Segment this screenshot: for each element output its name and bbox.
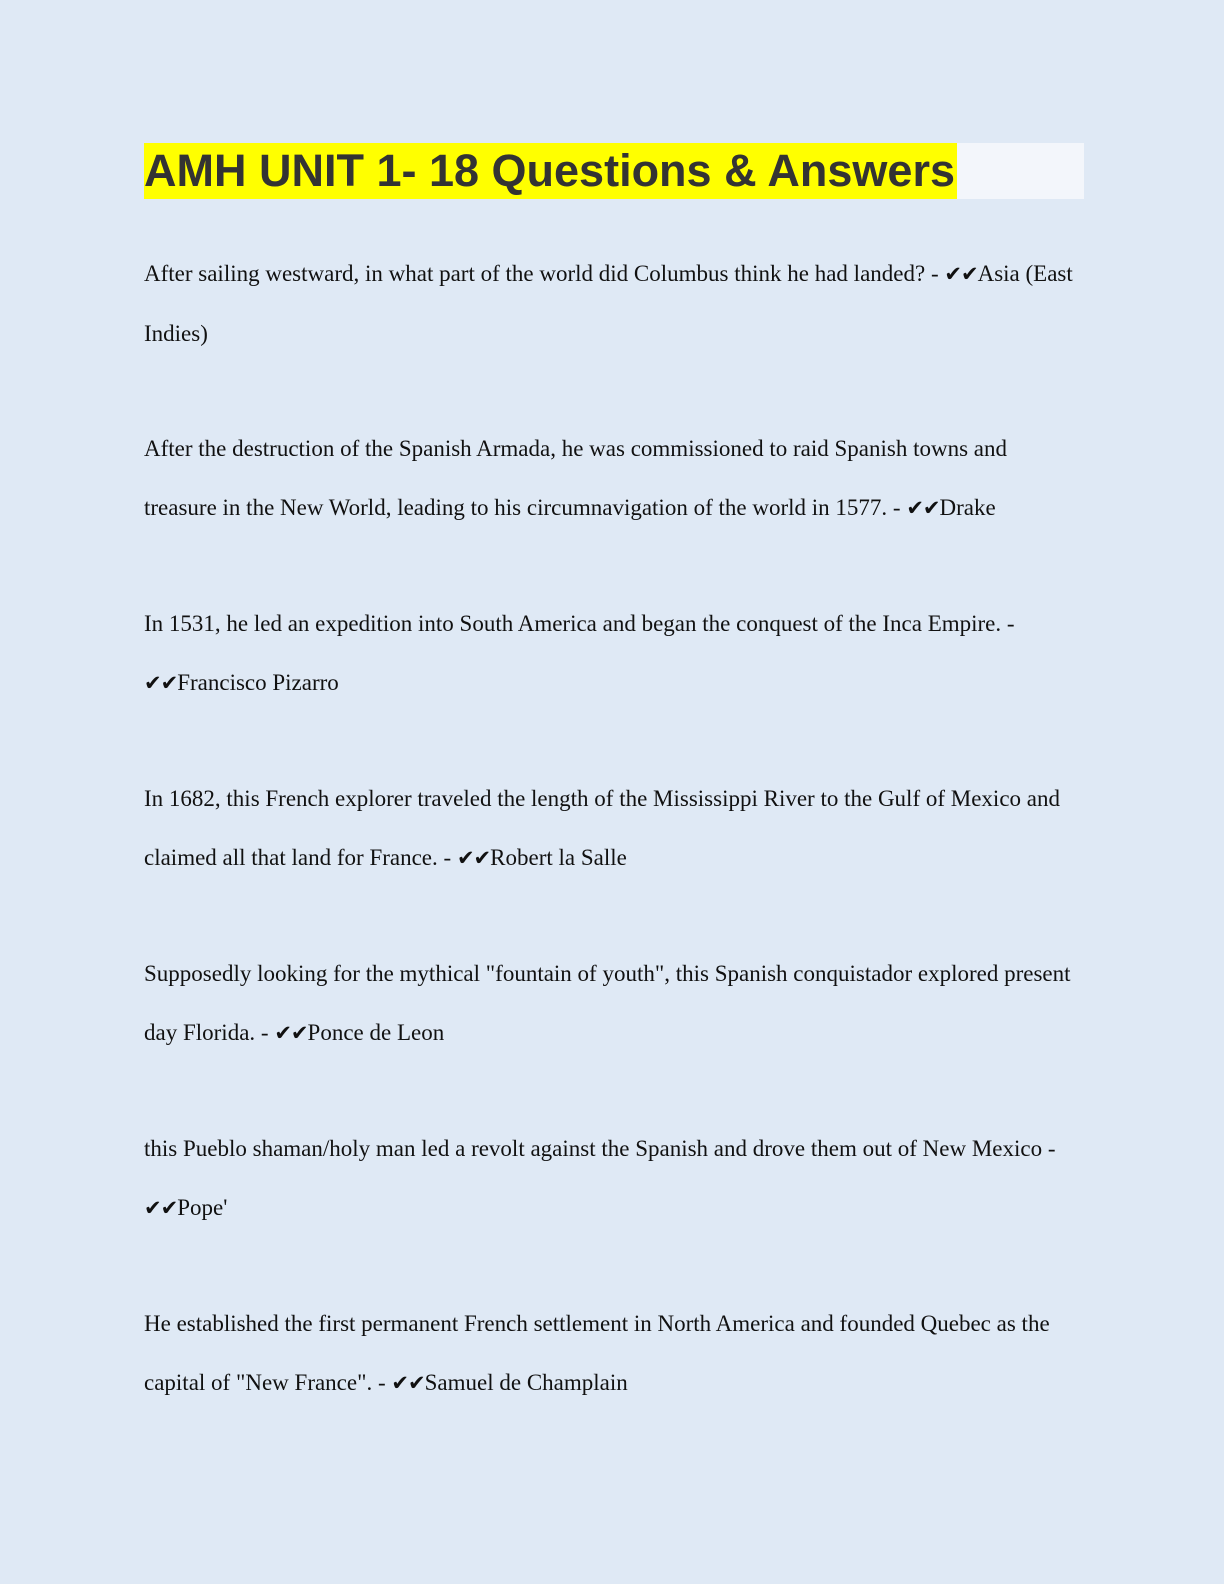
answer-text: Samuel de Champlain	[424, 1370, 628, 1395]
answer-text: Drake	[939, 495, 996, 520]
qa-item	[144, 769, 1084, 888]
question-text: Supposedly looking for the mythical "fountain of youth", this Spanish conquistador explored present day Florida.	[144, 961, 1071, 1045]
question-text: In 1682, this French explorer traveled the length of the Mississippi River to the Gulf of Mexico and claimed all that land for France.	[144, 786, 1060, 870]
answer-text: Francisco Pizarro	[177, 670, 339, 695]
double-check-icon: ✔✔	[144, 671, 178, 695]
separator: -	[887, 495, 907, 520]
question-text: In 1531, he led an expedition into South America and began the conquest of the Inca Empire.	[144, 611, 1002, 636]
answer-text: Robert la Salle	[490, 845, 627, 870]
question-text: After sailing westward, in what part of the world did Columbus think he had landed?	[144, 261, 926, 286]
separator: -	[437, 845, 457, 870]
double-check-icon: ✔✔	[944, 262, 978, 286]
separator: -	[255, 1020, 275, 1045]
qa-item	[144, 244, 1084, 363]
qa-list	[144, 244, 1084, 1469]
question-text: He established the first permanent French settlement in North America and founded Quebec as the capital of "New France".	[144, 1311, 1050, 1395]
question-text: this Pueblo shaman/holy man led a revolt against the Spanish and drove them out of New Mexico	[144, 1136, 1043, 1161]
qa-item	[144, 1119, 1084, 1238]
qa-item	[144, 419, 1084, 538]
document-title: AMH UNIT 1- 18 Questions & Answers	[144, 143, 957, 199]
separator: -	[1042, 1136, 1056, 1161]
qa-item	[144, 1294, 1084, 1413]
qa-item	[144, 944, 1084, 1063]
double-check-icon: ✔✔	[391, 1371, 425, 1395]
separator: -	[925, 261, 945, 286]
answer-text: Ponce de Leon	[307, 1020, 445, 1045]
qa-item	[144, 594, 1084, 713]
answer-text: Pope'	[177, 1195, 228, 1220]
double-check-icon: ✔✔	[906, 496, 940, 520]
double-check-icon: ✔✔	[274, 1021, 308, 1045]
answer-text: Asia (East Indies)	[144, 261, 1073, 346]
double-check-icon: ✔✔	[456, 846, 491, 870]
question-text: After the destruction of the Spanish Armada, he was commissioned to raid Spanish towns and treasure in the New World, leading to his circumnavigation of the world in 1577.	[144, 436, 1007, 520]
separator: -	[1001, 611, 1015, 636]
separator: -	[372, 1370, 392, 1395]
double-check-icon: ✔✔	[144, 1196, 178, 1220]
